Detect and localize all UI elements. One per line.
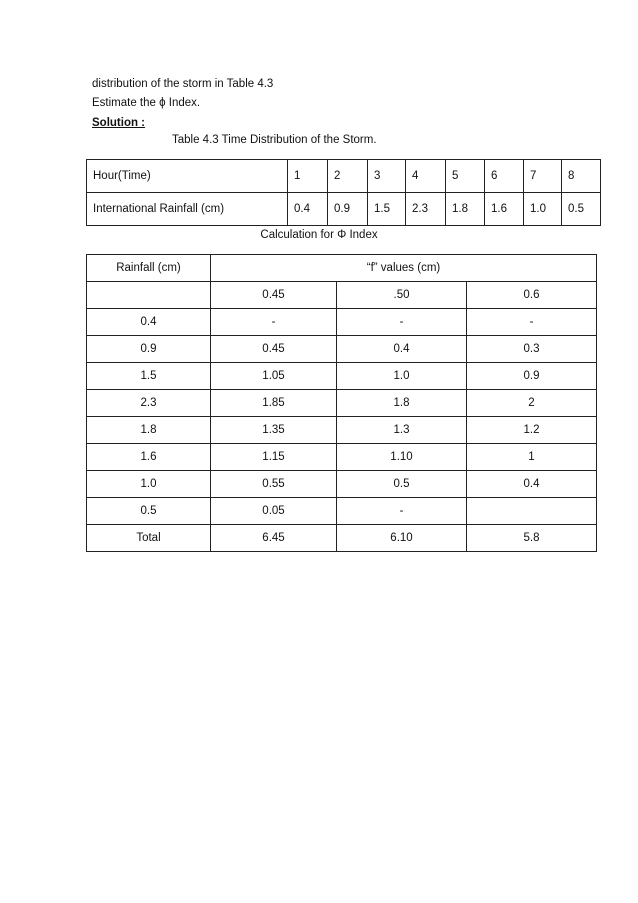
intro-line-1: distribution of the storm in Table 4.3 xyxy=(92,78,274,90)
table2-cell: 0.5 xyxy=(337,471,467,498)
table1-cell: Hour(Time) xyxy=(87,160,288,193)
table2-cell: 1.5 xyxy=(87,363,211,390)
table1-cell: 5 xyxy=(446,160,485,193)
table2-cell: 0.5 xyxy=(87,498,211,525)
table2-cell: 2 xyxy=(467,390,597,417)
table2-cell: 0.4 xyxy=(87,309,211,336)
table2-cell: 6.10 xyxy=(337,525,467,552)
table1-cell: 1.6 xyxy=(485,193,524,226)
table2-cell: 5.8 xyxy=(467,525,597,552)
table2-cell: 2.3 xyxy=(87,390,211,417)
table1-cell: International Rainfall (cm) xyxy=(87,193,288,226)
table1-cell: 1.0 xyxy=(524,193,562,226)
table2-cell: 1.8 xyxy=(337,390,467,417)
table2-cell: 1.6 xyxy=(87,444,211,471)
table-row xyxy=(87,363,597,390)
table-row xyxy=(87,444,597,471)
table1-cell: 4 xyxy=(406,160,446,193)
table1-caption: Table 4.3 Time Distribution of the Storm. xyxy=(172,134,377,146)
table1-cell: 1.5 xyxy=(368,193,406,226)
table2-cell: 1.15 xyxy=(211,444,337,471)
f-value: .50 xyxy=(337,282,467,309)
table2-header-row xyxy=(87,255,597,282)
table2-cell: 1.3 xyxy=(337,417,467,444)
phi-index-calculation-table xyxy=(86,254,597,552)
table1-cell: 0.4 xyxy=(288,193,328,226)
table2-cell: 1.0 xyxy=(87,471,211,498)
table-row xyxy=(87,498,597,525)
table2-cell: 1.2 xyxy=(467,417,597,444)
table1-row-rainfall xyxy=(87,193,601,226)
table-row xyxy=(87,417,597,444)
table1-cell: 3 xyxy=(368,160,406,193)
table2-total-row xyxy=(87,525,597,552)
table2-cell: 0.4 xyxy=(467,471,597,498)
table2-cell: 0.4 xyxy=(337,336,467,363)
table1-cell: 1.8 xyxy=(446,193,485,226)
table2-cell: 0.3 xyxy=(467,336,597,363)
table2-cell: 0.55 xyxy=(211,471,337,498)
rainfall-header: Rainfall (cm) xyxy=(87,255,211,282)
table-row xyxy=(87,309,597,336)
f-value: 0.45 xyxy=(211,282,337,309)
table2-cell: 0.9 xyxy=(87,336,211,363)
table2-cell: 0.45 xyxy=(211,336,337,363)
table1-cell: 0.5 xyxy=(562,193,601,226)
table2-cell: 1.0 xyxy=(337,363,467,390)
table-row xyxy=(87,471,597,498)
table2-cell: - xyxy=(337,309,467,336)
table2-cell xyxy=(467,498,597,525)
table-row xyxy=(87,336,597,363)
f-value: 0.6 xyxy=(467,282,597,309)
table2-cell: 6.45 xyxy=(211,525,337,552)
table2-cell: 1 xyxy=(467,444,597,471)
table2-cell: - xyxy=(337,498,467,525)
table1-cell: 1 xyxy=(288,160,328,193)
table2-cell: 1.8 xyxy=(87,417,211,444)
table2-f-values-row xyxy=(87,282,597,309)
table2-cell: Total xyxy=(87,525,211,552)
table1-cell: 2 xyxy=(328,160,368,193)
table2-cell: 0.9 xyxy=(467,363,597,390)
table2-cell: 1.05 xyxy=(211,363,337,390)
table1-cell: 8 xyxy=(562,160,601,193)
intro-line-2: Estimate the ϕ Index. xyxy=(92,97,201,109)
table2-cell: - xyxy=(211,309,337,336)
table1-cell: 7 xyxy=(524,160,562,193)
table2-caption: Calculation for Φ Index xyxy=(260,229,378,241)
table1-cell: 6 xyxy=(485,160,524,193)
table2-cell: 1.85 xyxy=(211,390,337,417)
table2-cell: 1.10 xyxy=(337,444,467,471)
table1-cell: 2.3 xyxy=(406,193,446,226)
table2-cell: 1.35 xyxy=(211,417,337,444)
table1-cell: 0.9 xyxy=(328,193,368,226)
f-values-header: “f” values (cm) xyxy=(211,255,597,282)
table2-cell: 0.05 xyxy=(211,498,337,525)
table1-row-hour xyxy=(87,160,601,193)
table2-cell: - xyxy=(467,309,597,336)
solution-heading: Solution : xyxy=(92,117,146,129)
table-row xyxy=(87,390,597,417)
table2-cell xyxy=(87,282,211,309)
time-distribution-table xyxy=(86,159,601,226)
